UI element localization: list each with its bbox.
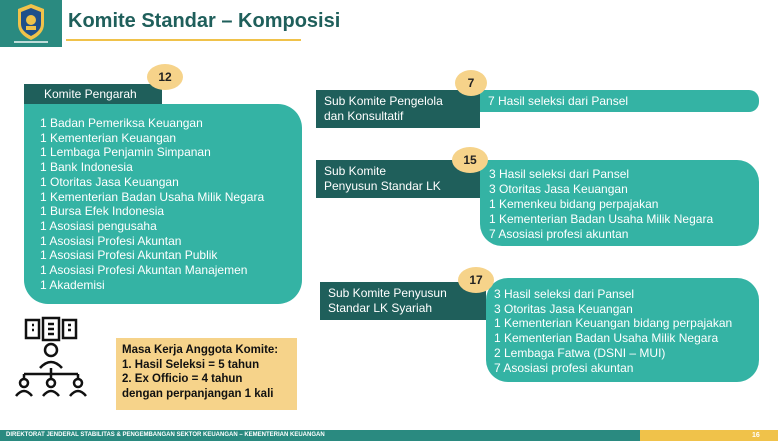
list-item: 1 Kementerian Badan Usaha Milik Negara [494,331,719,346]
sub-komite-title-line: Sub Komite Penyusun [328,286,447,300]
list-item: 1 Bank Indonesia [40,160,133,175]
masa-kerja-line: Masa Kerja Anggota Komite: [122,344,279,356]
count-badge-sub3: 17 [458,267,494,293]
list-item: 1 Kemenkeu bidang perpajakan [489,197,659,211]
list-item: 1 Kementerian Badan Usaha Milik Negara [489,212,714,226]
sub-komite-title-line: Penyusun Standar LK [324,179,441,193]
sub-komite-title-line: Sub Komite Pengelola [324,94,443,108]
list-item: 1 Asosiasi pengusaha [40,218,157,233]
footer-text: DIREKTORAT JENDERAL STABILITAS & PENGEMBANGAN SEKTOR KEUANGAN – KEMENTERIAN KEUANGAN [6,432,325,438]
sub-komite-pengelola-header [316,90,480,128]
ministry-logo [0,0,62,47]
title-underline [66,39,301,41]
sub-komite-title-line: dan Konsultatif [324,109,404,123]
list-item: 2 Lembaga Fatwa (DSNI – MUI) [494,345,666,360]
masa-kerja-line: 2. Ex Officio = 4 tahun [122,373,243,385]
organization-chart-icon [12,316,92,398]
list-item: 1 Akademisi [40,277,105,292]
list-item: 3 Otoritas Jasa Keuangan [494,301,633,316]
list-item: 1 Asosiasi Profesi Akuntan Publik [40,248,218,263]
list-item: 1 Badan Pemeriksa Keuangan [40,116,203,130]
komite-pengarah-list [24,104,302,304]
count-badge-sub1: 7 [455,70,487,96]
list-item: 7 Asosiasi profesi akuntan [489,227,629,241]
list-item: 3 Hasil seleksi dari Pansel [494,287,635,301]
list-item: 1 Asosiasi Profesi Akuntan Manajemen [40,263,248,278]
masa-kerja-line: 1. Hasil Seleksi = 5 tahun [122,358,260,371]
list-item: 1 Lembaga Penjamin Simpanan [40,145,211,160]
komite-pengarah-header: Komite Pengarah [24,84,162,104]
masa-kerja-line: dengan perpanjangan 1 kali [122,387,274,400]
masa-kerja-box [116,338,297,410]
list-item: 1 Otoritas Jasa Keuangan [40,174,179,189]
list-item: 3 Hasil seleksi dari Pansel [489,167,630,181]
list-item: 1 Kementerian Keuangan [40,130,177,145]
list-item: 7 Hasil seleksi dari Pansel [488,94,629,108]
page-title: Komite Standar – Komposisi [68,10,341,32]
list-item: 1 Kementerian Keuangan bidang perpajakan [494,316,733,331]
list-item: 7 Asosiasi profesi akuntan [494,360,634,375]
ministry-logo-icon [0,0,62,47]
count-badge-pengarah: 12 [147,64,183,90]
sub-komite-syariah-detail [486,278,759,382]
sub-komite-title-line: Standar LK Syariah [328,301,433,315]
count-badge-sub2: 15 [452,147,488,173]
list-item: 3 Otoritas Jasa Keuangan [489,182,628,196]
page-number: 16 [752,432,760,439]
sub-komite-pengelola-detail [480,90,759,112]
list-item: 1 Kementerian Badan Usaha Milik Negara [40,189,265,204]
sub-komite-penyusun-detail [480,160,759,246]
list-item: 1 Bursa Efek Indonesia [40,204,165,219]
sub-komite-title-line: Sub Komite [324,164,387,178]
list-item: 1 Asosiasi Profesi Akuntan [40,233,182,248]
